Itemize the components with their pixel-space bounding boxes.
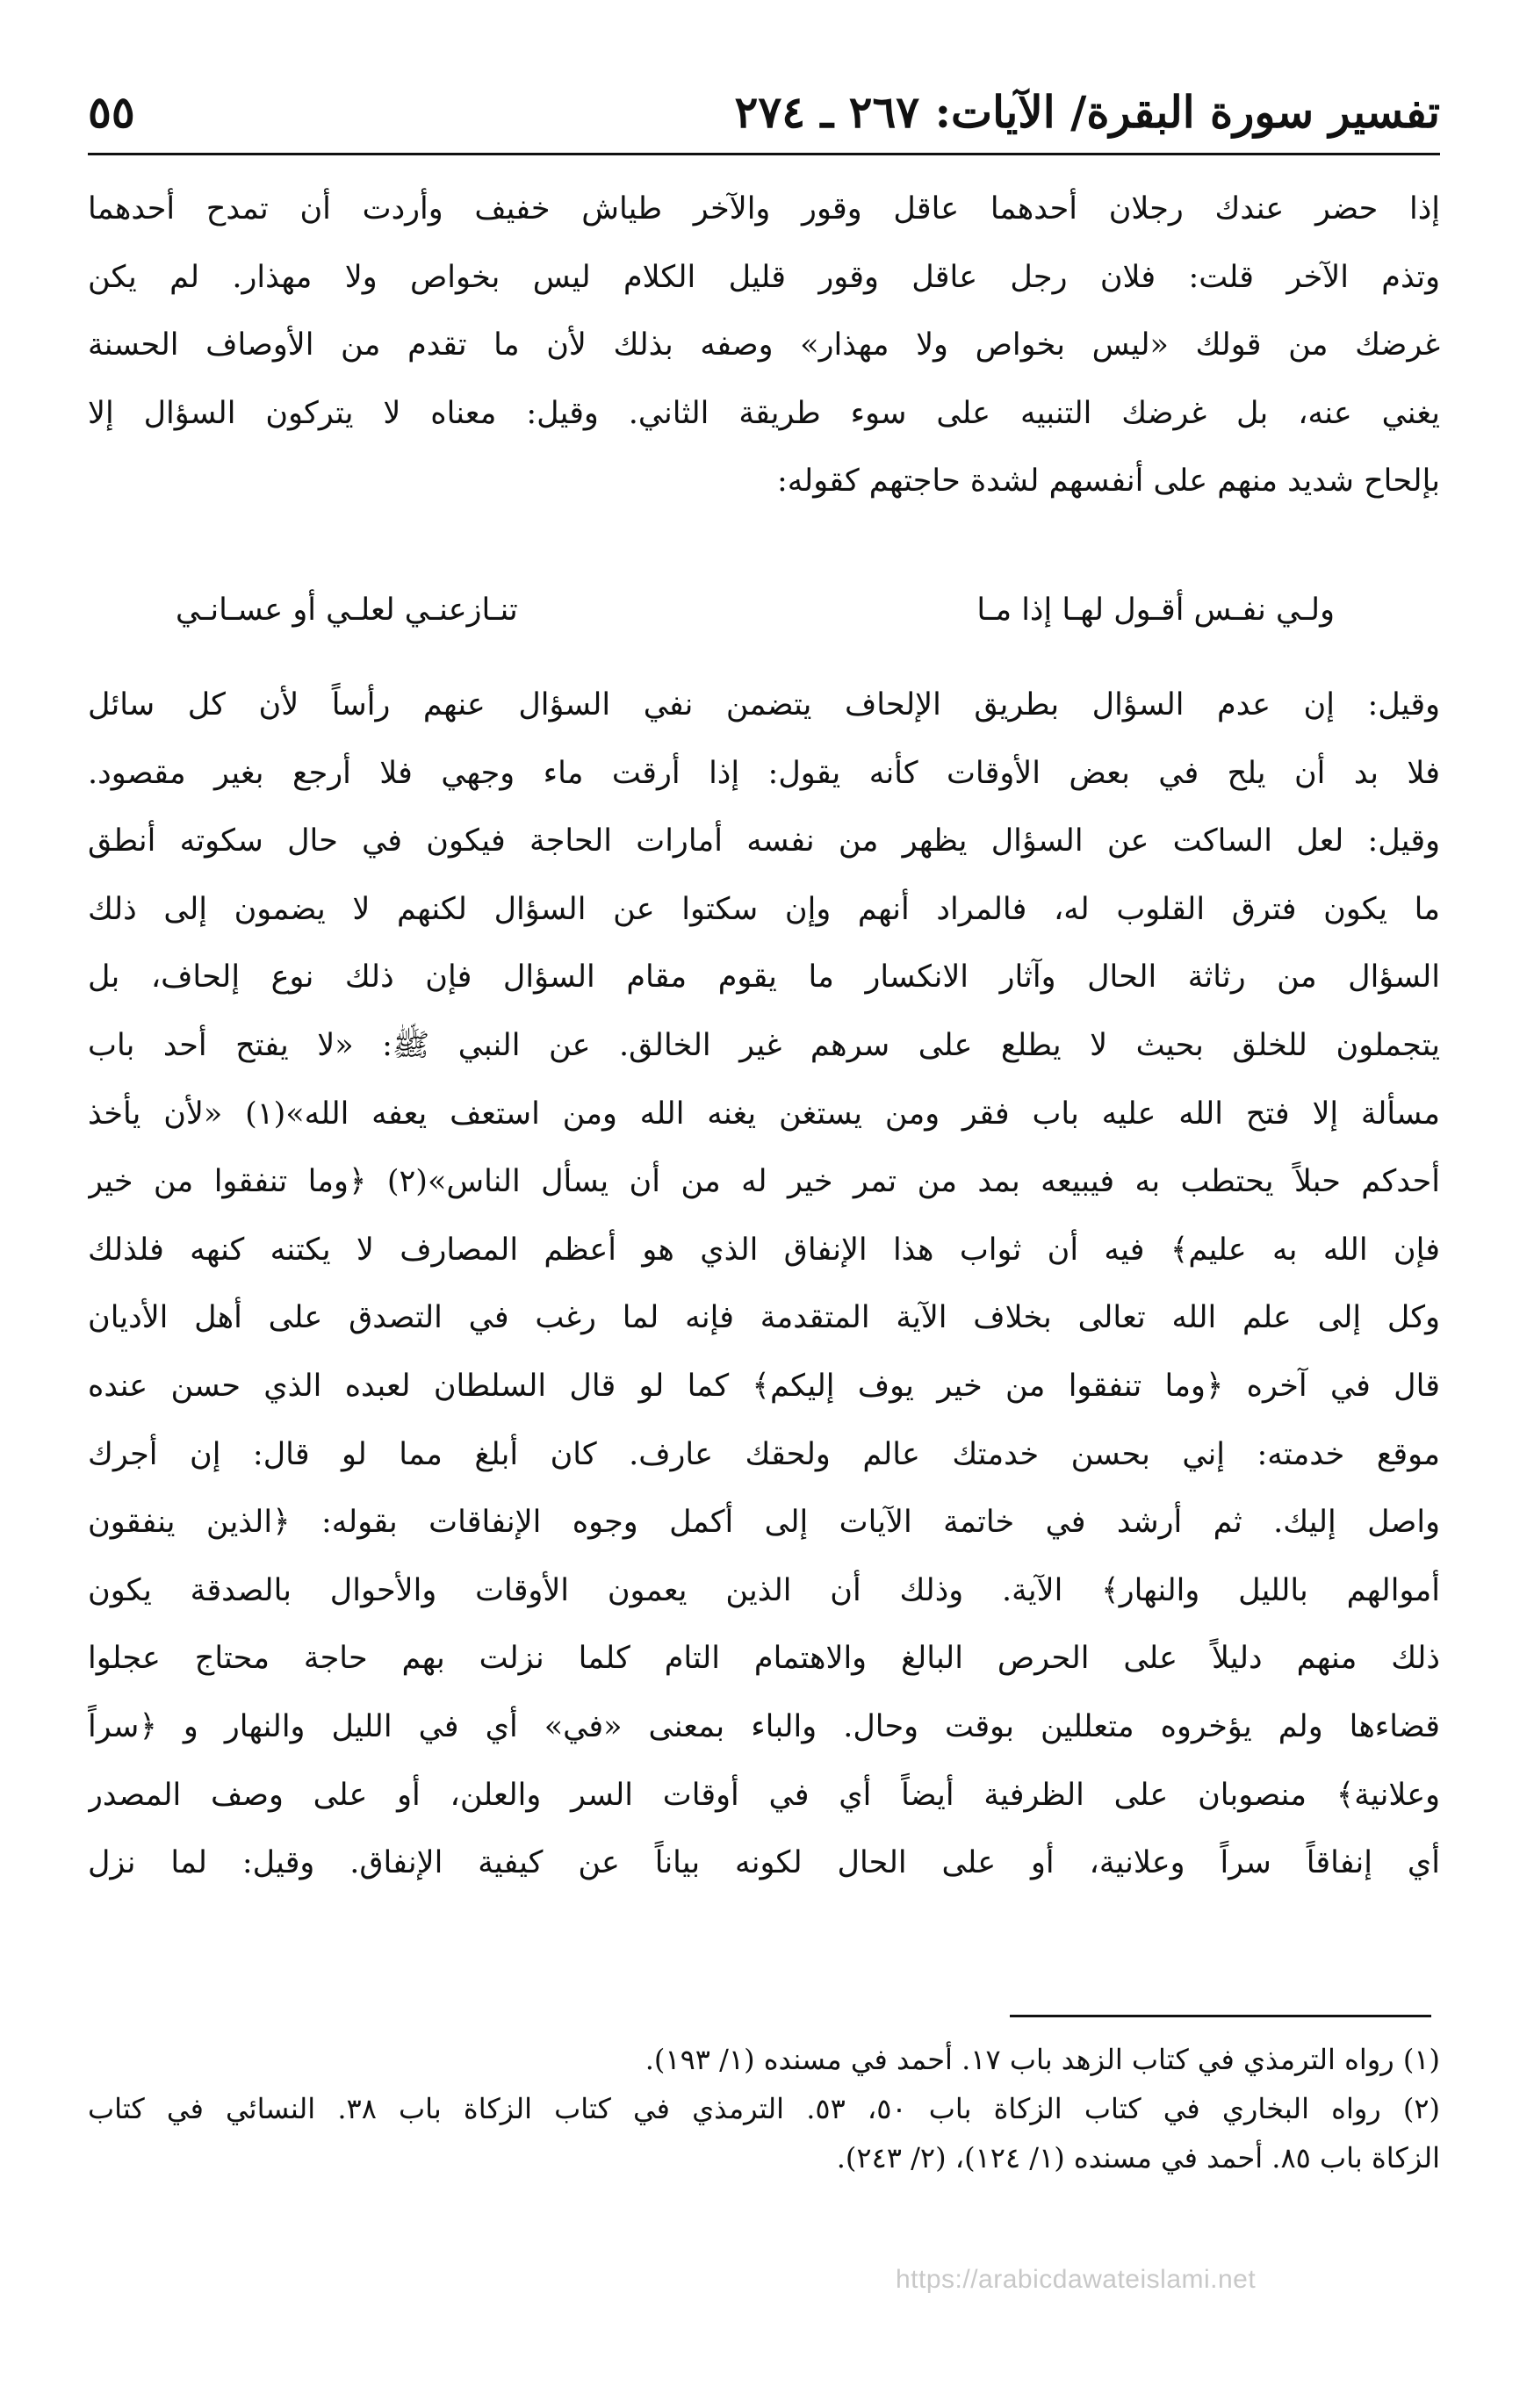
text-line: وعلانية﴾ منصوبان على الظرفية أيضاً أي في أوقات السر والعلن، أو على وصف المصدر bbox=[88, 1777, 1440, 1813]
text-line: وقيل: إن عدم السؤال بطريق الإلحاف يتضمن نفي السؤال عنهم رأساً لأن كل سائل bbox=[88, 687, 1440, 722]
website-watermark: https://arabicdawateislami.net bbox=[896, 2265, 1257, 2294]
footnote-2-continued: الزكاة باب ٨٥. أحمد في مسنده (١/ ١٢٤)، (٢/ ٢٤٣). bbox=[836, 2141, 1440, 2174]
text-line: يتجملون للخلق بحيث لا يطلع على سرهم غير الخالق. عن النبي ﷺ: «لا يفتح أحد باب bbox=[88, 1027, 1440, 1063]
verse-first-hemistich: ولـي نفـس أقـول لهـا إذا مـا bbox=[976, 593, 1335, 628]
text-line: مسألة إلا فتح الله عليه باب فقر ومن يستغن يغنه الله ومن استعف يعفه الله»(١) «لأن يأخذ bbox=[88, 1096, 1440, 1132]
text-line: إذا حضر عندك رجلان أحدهما عاقل وقور والآخر طياش خفيف وأردت أن تمدح أحدهما bbox=[88, 191, 1440, 226]
text-line: قال في آخره ﴿وما تنفقوا من خير يوف إليكم﴾ كما لو قال السلطان لعبده الذي حسن عنده bbox=[88, 1368, 1440, 1404]
header-rule bbox=[88, 153, 1440, 155]
footnote-1: (١) رواه الترمذي في كتاب الزهد باب ١٧. أحمد في مسنده (١/ ١٩٣). bbox=[645, 2043, 1440, 2076]
text-line: بإلحاح شديد منهم على أنفسهم لشدة حاجتهم كقوله: bbox=[777, 464, 1440, 499]
text-line: وقيل: لعل الساكت عن السؤال يظهر من نفسه أمارات الحاجة فيكون في حال سكوته أنطق bbox=[88, 823, 1440, 859]
text-line: فإن الله به عليم﴾ فيه أن ثواب هذا الإنفاق الذي هو أعظم المصارف لا يكتنه كنهه فلذلك bbox=[88, 1232, 1440, 1268]
page-number: ٥٥ bbox=[88, 86, 135, 138]
text-line: قضاءها ولم يؤخروه متعللين بوقت وحال. والباء بمعنى «في» أي في الليل والنهار و ﴿سراً bbox=[88, 1708, 1440, 1744]
text-line: غرضك من قولك «ليس بخواص ولا مهذار» وصفه بذلك لأن ما تقدم من الأوصاف الحسنة bbox=[88, 327, 1440, 363]
text-line: ما يكون فترق القلوب له، فالمراد أنهم وإن سكتوا عن السؤال لكنهم لا يضمون إلى ذلك bbox=[88, 891, 1440, 927]
text-line: أموالهم بالليل والنهار﴾ الآية. وذلك أن الذين يعمون الأوقات والأحوال بالصدقة يكون bbox=[88, 1572, 1440, 1608]
verse-second-hemistich: تنـازعنـي لعلـي أو عسـانـي bbox=[176, 593, 518, 628]
text-line: وكل إلى علم الله تعالى بخلاف الآية المتقدمة فإنه لما رغب في التصدق على أهل الأديان bbox=[88, 1300, 1440, 1336]
footnotes bbox=[88, 2035, 1440, 2182]
poetry-verse bbox=[176, 575, 1335, 645]
text-line: ذلك منهم دليلاً على الحرص البالغ والاهتمام التام كلما نزلت بهم حاجة محتاج عجلوا bbox=[88, 1641, 1440, 1677]
body-paragraph-1 bbox=[88, 176, 1440, 516]
footnote-2: (٢) رواه البخاري في كتاب الزكاة باب ٥٠، ٥٣. الترمذي في كتاب الزكاة باب ٣٨. النسائي في كتاب bbox=[88, 2092, 1440, 2125]
text-line: وتذم الآخر قلت: فلان رجل عاقل وقور قليل الكلام ليس بخواص ولا مهذار. لم يكن bbox=[88, 259, 1440, 295]
text-line: واصل إليك. ثم أرشد في خاتمة الآيات إلى أكمل وجوه الإنفاقات بقوله: ﴿الذين ينفقون bbox=[88, 1505, 1440, 1541]
text-line: يغني عنه، بل غرضك التنبيه على سوء طريقة الثاني. وقيل: معناه لا يتركون السؤال إلا bbox=[88, 395, 1440, 431]
footnote-separator bbox=[1010, 2015, 1431, 2017]
text-line: أي إنفاقاً سراً وعلانية، أو على الحال لكونه بياناً عن كيفية الإنفاق. وقيل: لما نزل bbox=[88, 1845, 1440, 1881]
text-line: السؤال من رثاثة الحال وآثار الانكسار ما يقوم مقام السؤال فإن ذلك نوع إلحاف، بل bbox=[88, 960, 1440, 996]
text-line: موقع خدمته: إني بحسن خدمتك عالم ولحقك عارف. كان أبلغ مما لو قال: إن أجرك bbox=[88, 1436, 1440, 1472]
body-paragraph-2 bbox=[88, 672, 1440, 1898]
text-line: فلا بد أن يلح في بعض الأوقات كأنه يقول: إذا أرقت ماء وجهي فلا أرجع بغير مقصود. bbox=[88, 755, 1440, 791]
text-line: أحدكم حبلاً يحتطب به فيبيعه بمد من تمر خير له من أن يسأل الناس»(٢) ﴿وما تنفقوا من خير bbox=[88, 1164, 1440, 1200]
page-header bbox=[88, 77, 1440, 147]
running-title: تفسير سورة البقرة/ الآيات: ٢٦٧ ـ ٢٧٤ bbox=[734, 86, 1440, 138]
